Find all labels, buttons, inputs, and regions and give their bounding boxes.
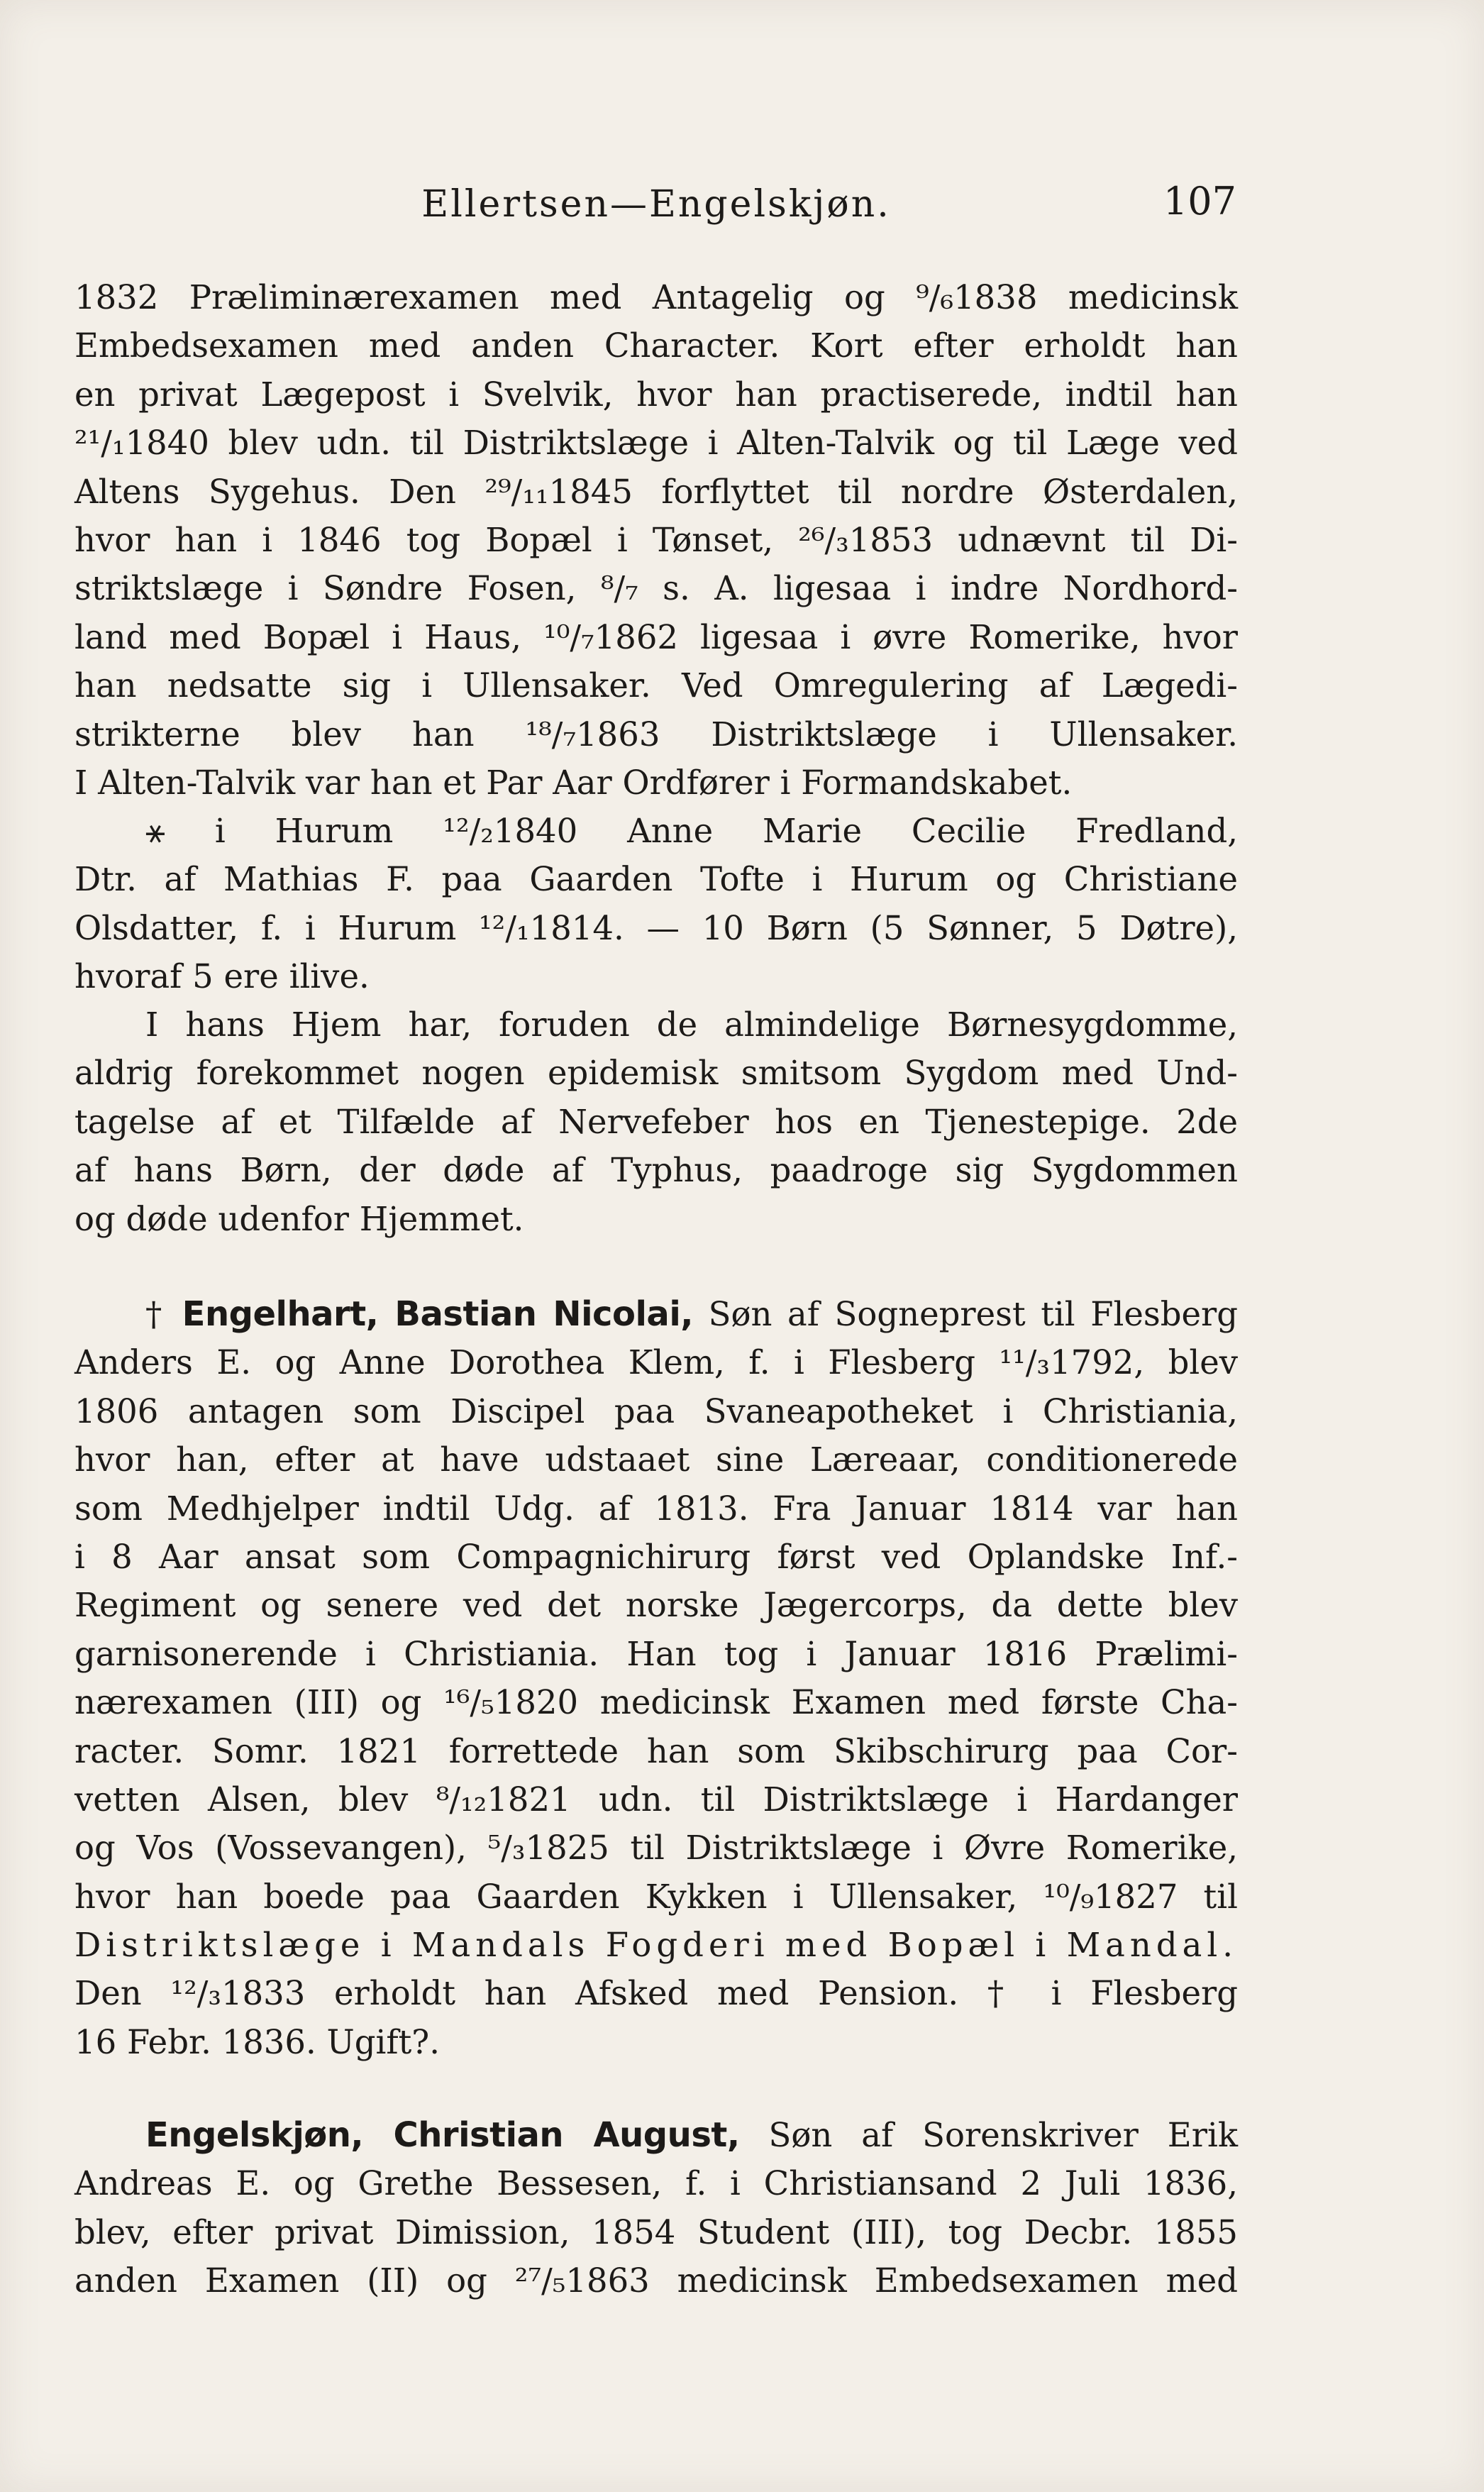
entry-first-line — [74, 2111, 1238, 2159]
entry-name: Engelhart, Bastian Nicolai, — [182, 1294, 694, 1334]
text-line: tagelse af et Tilfælde af Nervefeber hos en Tjenestepige. 2de — [74, 1102, 1238, 1141]
text-line: Embedsexamen med anden Character. Kort efter erholdt han — [74, 326, 1238, 365]
text-line: som Medhjelper indtil Udg. af 1813. Fra Januar 1814 var han — [74, 1489, 1238, 1528]
paragraph-ellertsen-career — [74, 273, 1238, 807]
entry-first-line — [74, 1290, 1238, 1338]
text-line: Distriktslæge i Mandals Fogderi med Bopæl i Mandal. — [74, 1926, 1238, 1965]
text-line: hvor han i 1846 tog Bopæl i Tønset, ²⁶/₃1853 udnævnt til Di- — [74, 520, 1238, 559]
text-line: ⚹ i Hurum ¹²/₂1840 Anne Marie Cecilie Fredland, — [145, 812, 1238, 850]
text-line: hvor han boede paa Gaarden Kykken i Ullensaker, ¹⁰/₉1827 til — [74, 1877, 1238, 1916]
text-line: Anders E. og Anne Dorothea Klem, f. i Flesberg ¹¹/₃1792, blev — [74, 1343, 1238, 1382]
text-line: anden Examen (II) og ²⁷/₅1863 medicinsk Embedsexamen med — [74, 2261, 1238, 2300]
running-header — [74, 170, 1238, 234]
text-line: aldrig forekommet nogen epidemisk smitsom Sygdom med Und- — [74, 1054, 1238, 1093]
entry-first-text: Søn af Sorenskriver Erik — [768, 2116, 1239, 2154]
text-line: garnisonerende i Christiania. Han tog i Januar 1816 Prælimi- — [74, 1634, 1238, 1673]
entry-first-text: Søn af Sogneprest til Flesberg — [708, 1295, 1239, 1333]
text-line: I Alten-Talvik var han et Par Aar Ordfører i Formandskabet. — [74, 763, 1073, 802]
paragraph-ellertsen-health — [74, 1000, 1238, 1243]
text-line: Altens Sygehus. Den ²⁹/₁₁1845 forflyttet til nordre Østerdalen, — [74, 472, 1238, 511]
text-line: striktslæge i Søndre Fosen, ⁸/₇ s. A. ligesaa i indre Nordhord- — [74, 569, 1238, 608]
text-line: strikterne blev han ¹⁸/₇1863 Distriktslæge i Ullensaker. — [74, 715, 1238, 754]
dagger-mark: † — [145, 1295, 167, 1333]
entry-engelhart — [74, 1290, 1238, 2066]
entry-engelskjon — [74, 2111, 1238, 2305]
text-line: hvoraf 5 ere ilive. — [74, 957, 370, 996]
text-line: en privat Lægepost i Svelvik, hvor han practiserede, indtil han — [74, 375, 1238, 414]
text-line: af hans Børn, der døde af Typhus, paadroge sig Sygdommen — [74, 1151, 1238, 1190]
text-line: i 8 Aar ansat som Compagnichirurg først ved Oplandske Inf.- — [74, 1537, 1238, 1576]
text-line: vetten Alsen, blev ⁸/₁₂1821 udn. til Distriktslæge i Hardanger — [74, 1780, 1238, 1819]
text-line: nærexamen (III) og ¹⁶/₅1820 medicinsk Examen med første Cha- — [74, 1683, 1238, 1722]
text-line: Olsdatter, f. i Hurum ¹²/₁1814. — 10 Børn (5 Sønner, 5 Døtre), — [74, 908, 1238, 947]
text-line: land med Bopæl i Haus, ¹⁰/₇1862 ligesaa i øvre Romerike, hvor — [74, 617, 1238, 656]
text-line: blev, efter privat Dimission, 1854 Student (III), tog Decbr. 1855 — [74, 2212, 1238, 2251]
paragraph-ellertsen-marriage — [74, 807, 1238, 1001]
text-line: han nedsatte sig i Ullensaker. Ved Omregulering af Lægedi- — [74, 666, 1238, 705]
text-line: racter. Somr. 1821 forrettede han som Skibschirurg paa Cor- — [74, 1731, 1238, 1770]
text-line: Andreas E. og Grethe Bessesen, f. i Christiansand 2 Juli 1836, — [74, 2164, 1238, 2203]
text-line: og døde udenfor Hjemmet. — [74, 1199, 524, 1238]
entry-name: Engelskjøn, Christian August, — [145, 2115, 740, 2155]
text-line: hvor han, efter at have udstaaet sine Læreaar, conditionerede — [74, 1440, 1238, 1479]
text-line: 16 Febr. 1836. Ugift?. — [74, 2022, 440, 2061]
text-line: 1806 antagen som Discipel paa Svaneapotheket i Christiania, — [74, 1391, 1238, 1430]
text-line: Den ¹²/₃1833 erholdt han Afsked med Pension. † i Flesberg — [74, 1974, 1238, 2013]
running-title: Ellertsen—Engelskjøn. — [421, 183, 891, 226]
text-line: 1832 Præliminærexamen med Antagelig og ⁹/₆1838 medicinsk — [74, 278, 1238, 316]
text-line: Regiment og senere ved det norske Jægercorps, da dette blev — [74, 1586, 1238, 1625]
text-line: Dtr. af Mathias F. paa Gaarden Tofte i Hurum og Christiane — [74, 860, 1238, 899]
text-line: I hans Hjem har, foruden de almindelige Børnesygdomme, — [145, 1005, 1238, 1044]
text-line: og Vos (Vossevangen), ⁵/₃1825 til Distriktslæge i Øvre Romerike, — [74, 1829, 1238, 1868]
text-line: ²¹/₁1840 blev udn. til Distriktslæge i Alten-Talvik og til Læge ved — [74, 424, 1238, 463]
page-number: 107 — [1163, 179, 1236, 224]
